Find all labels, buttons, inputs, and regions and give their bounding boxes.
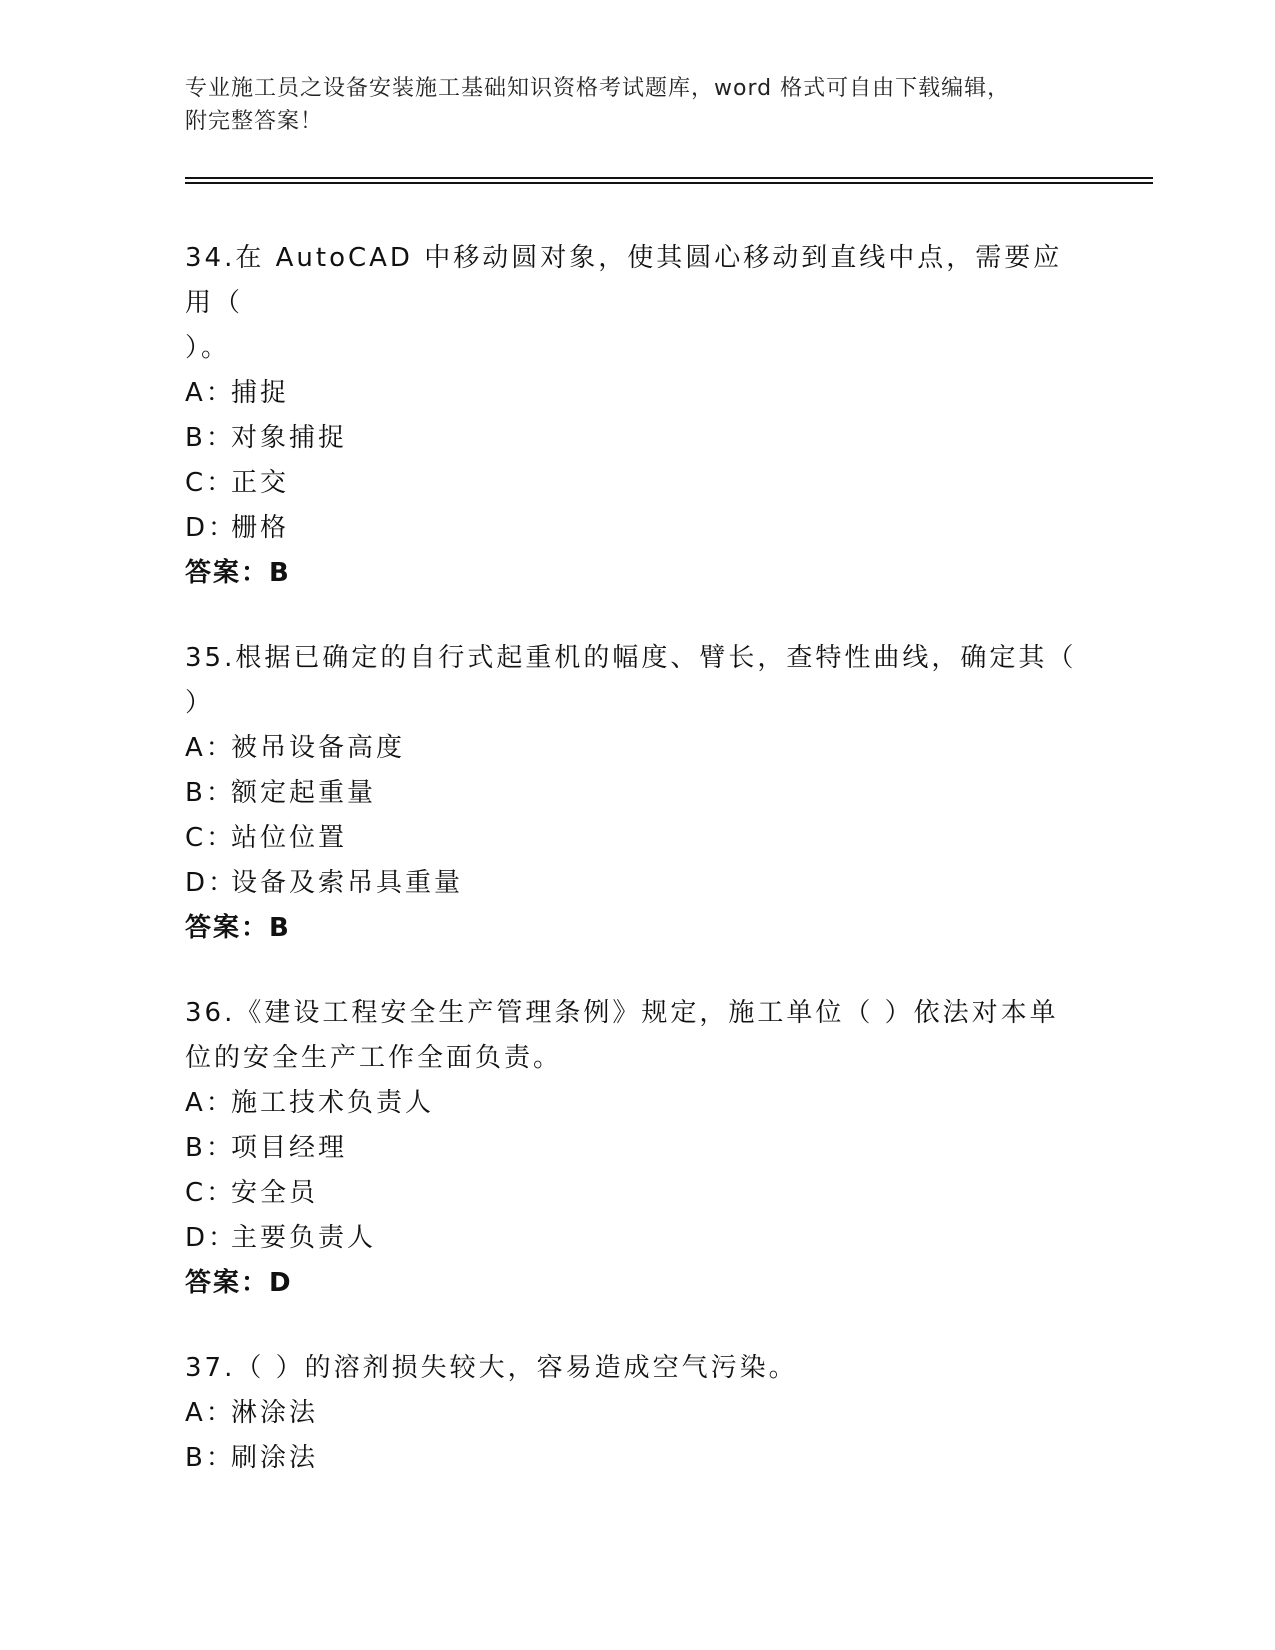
option-key: C： (185, 1178, 236, 1208)
question-37 (185, 1346, 1085, 1481)
option-text: 被吊设备高度 (231, 733, 406, 763)
question-text-line: ）。 (185, 333, 231, 363)
option-text: 刷涂法 (231, 1443, 319, 1473)
option-key: B： (185, 1133, 235, 1163)
answer-line: 答案：B (185, 558, 291, 588)
question-text-line: 34.在 AutoCAD 中移动圆对象，使其圆心移动到直线中点，需要应用（ (185, 243, 1063, 318)
option-key: A： (185, 1398, 235, 1428)
option-a (185, 726, 1085, 771)
option-key: B： (185, 1443, 235, 1473)
option-key: C： (185, 823, 236, 853)
option-c (185, 816, 1085, 861)
option-key: B： (185, 423, 235, 453)
option-a (185, 1081, 1085, 1126)
header-divider-top (185, 177, 1153, 179)
question-36 (185, 991, 1085, 1306)
option-text: 项目经理 (231, 1133, 348, 1163)
option-key: D： (185, 1223, 238, 1253)
header-line-1: 专业施工员之设备安装施工基础知识资格考试题库，word 格式可自由下载编辑， (185, 76, 1011, 101)
header-line-2: 附完整答案！ (185, 109, 324, 134)
option-key: D： (185, 868, 238, 898)
option-text: 额定起重量 (231, 778, 377, 808)
option-b (185, 416, 1085, 461)
option-c (185, 461, 1085, 506)
question-text-line: 37.（ ）的溶剂损失较大，容易造成空气污染。 (185, 1353, 798, 1383)
option-key: A： (185, 378, 235, 408)
header-divider-bottom (185, 182, 1153, 184)
question-text-line: 位的安全生产工作全面负责。 (185, 1043, 563, 1073)
option-text: 淋涂法 (231, 1398, 319, 1428)
document-header (185, 72, 1085, 138)
question-text-line: 35.根据已确定的自行式起重机的幅度、臂长，查特性曲线，确定其（ (185, 643, 1077, 673)
option-d (185, 1216, 1085, 1261)
option-text: 对象捕捉 (231, 423, 348, 453)
option-text: 安全员 (231, 1178, 319, 1208)
option-key: A： (185, 733, 235, 763)
question-text-line: ） (185, 688, 215, 718)
option-d (185, 861, 1085, 906)
option-d (185, 506, 1085, 551)
option-a (185, 371, 1085, 416)
option-text: 主要负责人 (231, 1223, 377, 1253)
answer-line: 答案：D (185, 1268, 293, 1298)
option-text: 施工技术负责人 (231, 1088, 435, 1118)
option-key: C： (185, 468, 236, 498)
option-text: 正交 (231, 468, 290, 498)
option-b (185, 1126, 1085, 1171)
question-text-line: 36.《建设工程安全生产管理条例》规定，施工单位（ ）依法对本单 (185, 998, 1059, 1028)
option-text: 栅格 (231, 513, 290, 543)
option-a (185, 1391, 1085, 1436)
option-b (185, 1436, 1085, 1481)
option-key: A： (185, 1088, 235, 1118)
option-text: 捕捉 (231, 378, 290, 408)
option-text: 设备及索吊具重量 (231, 868, 464, 898)
option-c (185, 1171, 1085, 1216)
answer-line: 答案：B (185, 913, 291, 943)
question-34 (185, 236, 1085, 596)
option-b (185, 771, 1085, 816)
option-key: B： (185, 778, 235, 808)
question-list (185, 236, 1085, 1521)
option-key: D： (185, 513, 238, 543)
option-text: 站位位置 (231, 823, 348, 853)
question-35 (185, 636, 1085, 951)
